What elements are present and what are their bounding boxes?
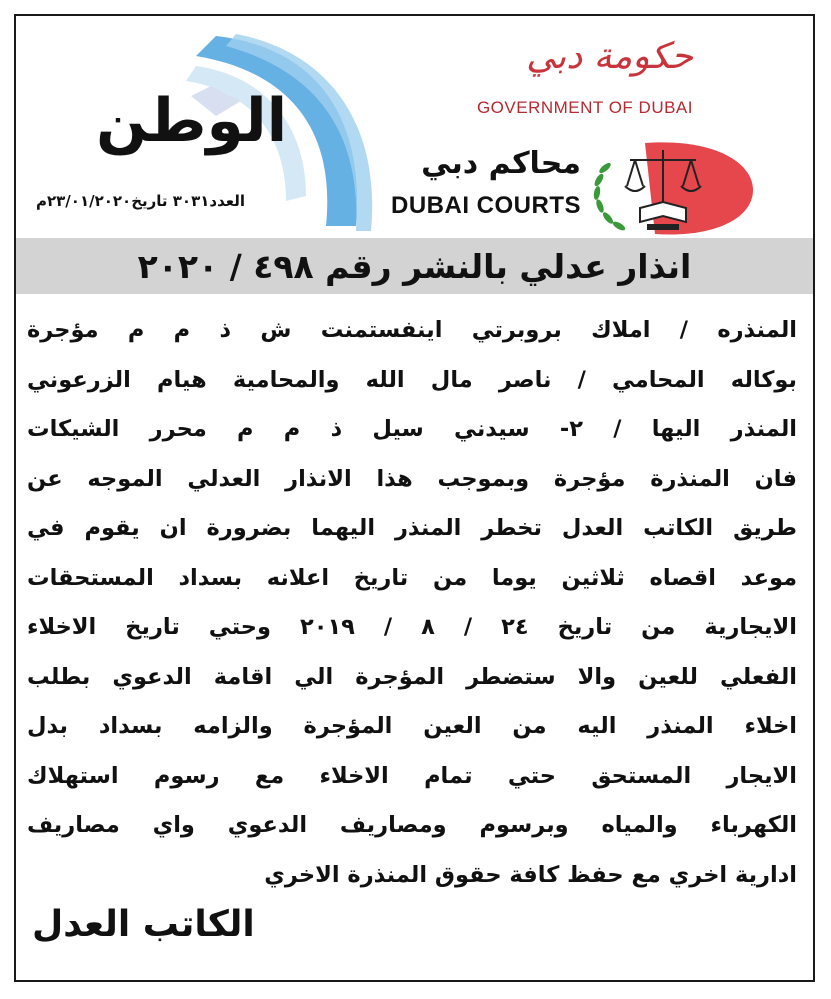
body-line: فان المنذرة مؤجرة وبموجب هذا الانذار العدلي الموجه عن xyxy=(27,465,797,492)
notary-signature: الكاتب العدل xyxy=(32,904,255,945)
scales-of-justice-icon xyxy=(585,138,755,238)
notice-frame xyxy=(14,14,815,982)
gov-dubai-english: GOVERNMENT OF DUBAI xyxy=(476,98,693,117)
body-line: المنذره / املاك بروبرتي اينفستمنت ش ذ م م مؤجرة xyxy=(27,317,797,343)
body-line: اخلاء المنذر اليه من العين المؤجرة والزامه بسداد بدل xyxy=(27,713,797,739)
body-line: الايجارية من تاريخ ٢٤ / ٨ / ٢٠١٩ وحتي تاريخ الاخلاء xyxy=(27,614,797,640)
body-line: الكهرباء والمياه وبرسوم ومصاريف الدعوي واي مصاريف xyxy=(27,812,797,838)
notice-title: انذار عدلي بالنشر رقم ٤٩٨ / ٢٠٢٠ xyxy=(137,246,692,286)
notice-body xyxy=(27,306,797,900)
title-bar xyxy=(16,238,813,294)
body-line: الايجار المستحق حتي تمام الاخلاء مع رسوم استهلاك xyxy=(27,762,797,789)
body-line: موعد اقصاه ثلاثين يوما من تاريخ اعلانه بسداد المستحقات xyxy=(27,564,797,591)
header xyxy=(16,16,813,238)
body-line: الفعلي للعين والا ستضطر المؤجرة الي اقامة الدعوي بطلب xyxy=(27,663,797,690)
body-line: ادارية اخري مع حفظ كافة حقوق المنذرة الاخري xyxy=(264,861,797,888)
body-line: طريق الكاتب العدل تخطر المنذر اليهما بضرورة ان يقوم في xyxy=(27,515,797,541)
issue-date: العدد٣٠٣١ تاريخ٢٣/٠١/٢٠٢٠م xyxy=(36,192,246,210)
gov-dubai-arabic: حكومة دبي xyxy=(526,36,693,77)
body-line: بوكاله المحامي / ناصر مال الله والمحامية هيام الزرعوني xyxy=(27,366,797,393)
alwatan-logo: الوطن xyxy=(96,86,288,156)
dubai-courts-arabic: محاكم دبي xyxy=(421,146,581,181)
body-line: المنذر اليها / ٢- سيدني سيل ذ م م محرر الشيكات xyxy=(27,416,797,442)
dubai-courts-english: DUBAI COURTS xyxy=(391,192,581,219)
